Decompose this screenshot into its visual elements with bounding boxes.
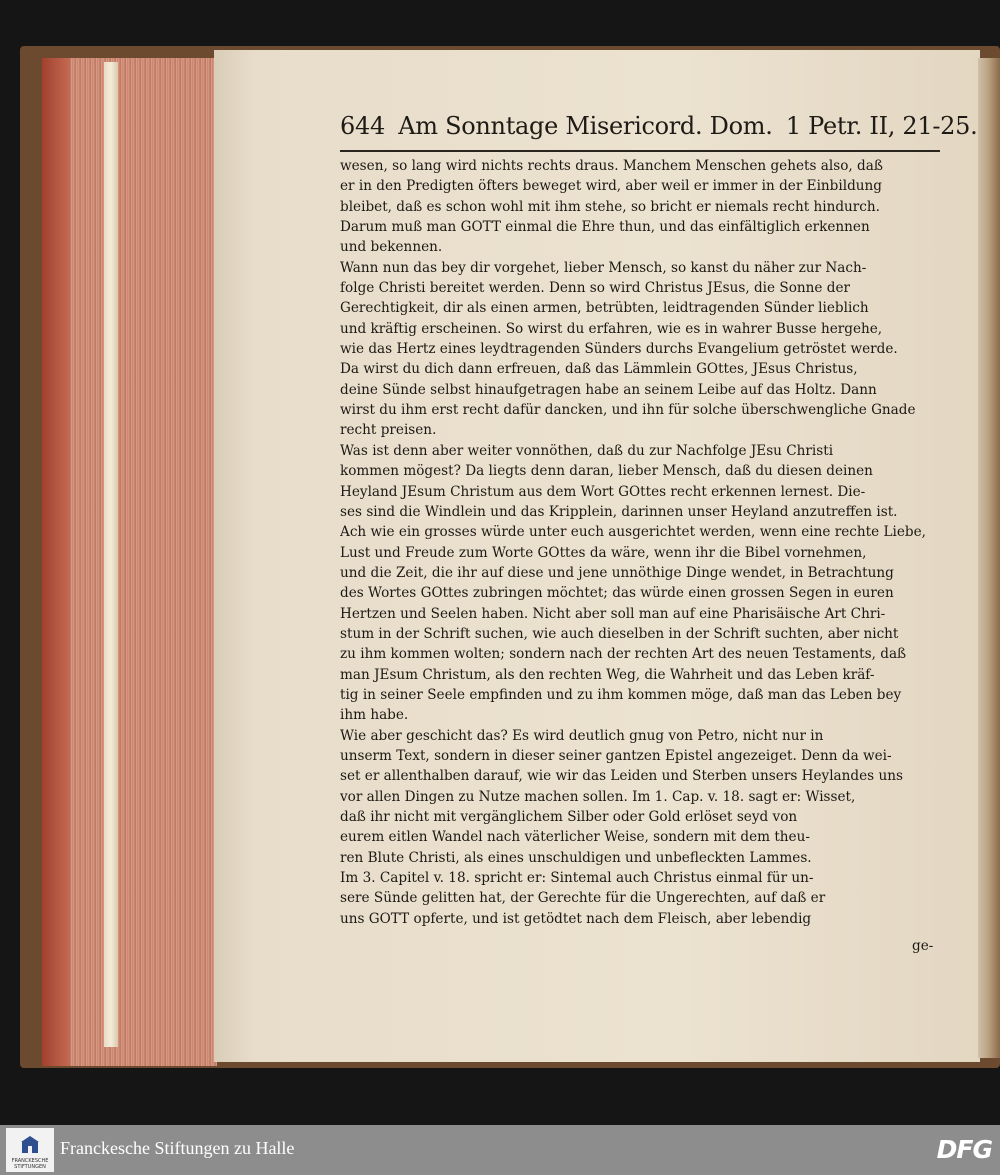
text-line: vor allen Dingen zu Nutze machen sollen. Im 1. Cap. v. 18. sagt er: Wisset, <box>340 788 856 805</box>
text-line: man JEsum Christum, als den rechten Weg, die Wahrheit und das Leben kräf- <box>340 666 875 683</box>
text-line: sere Sünde gelitten hat, der Gerechte für die Ungerechten, auf daß er <box>340 890 826 907</box>
text-line: Wie aber geschicht das? Es wird deutlich gnug von Petro, nicht nur in <box>340 727 824 744</box>
building-icon <box>20 1134 40 1154</box>
text-line: Lust und Freude zum Worte GOttes da wäre, wenn ihr die Bibel vornehmen, <box>340 544 867 561</box>
cream-edge <box>104 62 118 1047</box>
text-line: und kräftig erscheinen. So wirst du erfahren, wie es in wahrer Busse hergehe, <box>340 320 883 337</box>
institution-logo[interactable] <box>6 1128 54 1172</box>
text-line: des Wortes GOttes zubringen möchtet; das würde einen grossen Segen in euren <box>340 585 894 602</box>
text-line: set er allenthalben darauf, wie wir das Leiden und Sterben unsers Heylandes uns <box>340 768 903 785</box>
text-line: recht preisen. <box>340 422 437 439</box>
text-line: daß ihr nicht mit vergänglichem Silber oder Gold erlöset seyd von <box>340 809 798 825</box>
text-line: und die Zeit, die ihr auf diese und jene unnöthige Dinge wendet, in Betrachtung <box>340 564 894 581</box>
text-line: Im 3. Capitel v. 18. spricht er: Sintemal auch Christus einmal für un- <box>340 870 814 887</box>
page-number: 644 <box>340 112 385 140</box>
text-line: Was ist denn aber weiter vonnöthen, daß du zur Nachfolge JEsu Christi <box>340 442 834 459</box>
text-line: und bekennen. <box>340 239 443 256</box>
logo-text: FRANCKESCHE STIFTUNGEN <box>11 1158 49 1170</box>
text-line: stum in der Schrift suchen, wie auch dieselben in der Schrift suchten, aber nicht <box>340 625 899 642</box>
text-line: zu ihm kommen wolten; sondern nach der rechten Art des neuen Testaments, daß <box>340 646 907 663</box>
footer-bar <box>0 1125 1000 1175</box>
text-line: bleibet, daß es schon wohl mit ihm stehe, so bricht er niemals recht hindurch. <box>340 198 880 215</box>
text-line: deine Sünde selbst hinaufgetragen habe an seinem Leibe auf das Holtz. Dann <box>340 381 877 398</box>
text-line: Heyland JEsum Christum aus dem Wort GOttes recht erkennen lernest. Die- <box>340 483 866 500</box>
text-line: folge Christi bereitet werden. Denn so wird Christus JEsus, die Sonne der <box>340 280 850 297</box>
running-title: Am Sonntage Misericord. Dom. <box>398 112 773 140</box>
text-line: Gerechtigkeit, dir als einen armen, betrübten, leidtragenden Sünder lieblich <box>340 300 869 317</box>
text-line: Da wirst du dich dann erfreuen, daß das Lämmlein GOttes, JEsus Christus, <box>340 361 858 378</box>
text-line: unserm Text, sondern in dieser seiner gantzen Epistel angezeiget. Denn da wei- <box>340 747 892 764</box>
red-edge <box>42 58 70 1066</box>
text-line: Wann nun das bey dir vorgehet, lieber Mensch, so kanst du näher zur Nach- <box>340 259 867 276</box>
text-line: ren Blute Christi, als eines unschuldigen und unbefleckten Lammes. <box>340 849 812 866</box>
dfg-logo[interactable]: DFG <box>936 1135 992 1164</box>
body-text <box>340 156 948 929</box>
text-line: er in den Predigten öfters beweget wird, aber weil er immer in der Einbildung <box>340 178 882 195</box>
head-rule <box>340 150 940 152</box>
text-line: wie das Hertz eines leydtragenden Sünders durchs Evangelium getröstet werde. <box>340 341 898 358</box>
text-line: ses sind die Windlein und das Kripplein, darinnen unser Heyland anzutreffen ist. <box>340 503 898 520</box>
catchword: ge- <box>912 938 934 954</box>
text-line: eurem eitlen Wandel nach väterlicher Weise, sondern mit dem theu- <box>340 829 810 846</box>
text-line: Hertzen und Seelen haben. Nicht aber soll man auf eine Pharisäische Art Chri- <box>340 605 886 622</box>
text-line: wirst du ihm erst recht dafür dancken, und ihn für solche überschwengliche Gnade <box>340 402 916 419</box>
text-line: ihm habe. <box>340 707 409 724</box>
text-line: kommen mögest? Da liegts denn daran, lieber Mensch, daß du diesen deinen <box>340 463 873 480</box>
text-line: tig in seiner Seele empfinden und zu ihm kommen möge, daß man das Leben bey <box>340 686 902 703</box>
text-line: wesen, so lang wird nichts rechts draus. Manchem Menschen gehets also, daß <box>340 158 883 174</box>
institution-name[interactable]: Franckesche Stiftungen zu Halle <box>60 1138 295 1158</box>
text-line: Darum muß man GOTT einmal die Ehre thun, und das einfältiglich erkennen <box>340 219 870 236</box>
running-head <box>340 112 978 154</box>
bible-reference: 1 Petr. II, 21-25. <box>785 112 978 140</box>
page-edges <box>42 58 217 1066</box>
text-line: Ach wie ein grosses würde unter euch ausgerichtet werden, wenn eine rechte Liebe, <box>340 524 926 541</box>
right-page-edge <box>978 58 1000 1058</box>
text-line: uns GOTT opferte, und ist getödtet nach dem Fleisch, aber lebendig <box>340 910 812 927</box>
